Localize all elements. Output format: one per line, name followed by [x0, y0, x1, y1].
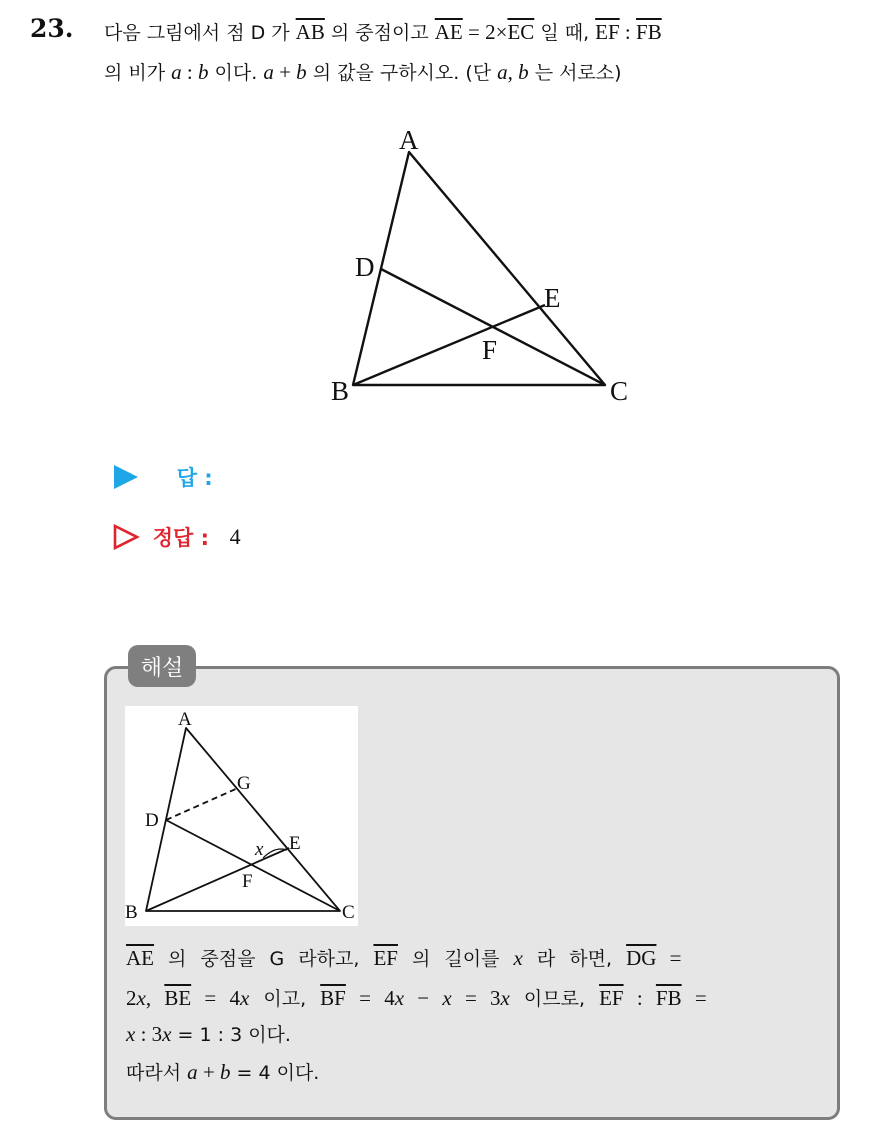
sol-label-d: D — [145, 810, 159, 831]
solution-line-4: 따라서 a + b = 4 이다. — [126, 1060, 320, 1084]
segment-ae: $\overline{AE}$ — [434, 20, 463, 44]
segment-ef: $\overline{EF}$ — [595, 20, 620, 44]
sol-label-a: A — [178, 709, 192, 730]
question-line-2: 의 비가 a : b 이다. a + b 의 값을 구하시오. (단 a, b 는 서로소) — [104, 60, 622, 84]
correct-answer-row — [112, 522, 241, 552]
solution-line-1: $\overline{AE}$ 의 중점을 G 라하고, $\overline{EF}$ 의 길이를 x 라 하면, $\overline{DG}$ = — [126, 946, 682, 970]
sol-label-e: E — [289, 833, 301, 854]
label-e: E — [544, 283, 561, 313]
label-b: B — [331, 376, 350, 406]
label-d: D — [355, 252, 375, 282]
sol-label-x: x — [255, 839, 264, 860]
main-triangle-figure — [320, 118, 640, 413]
label-c: C — [610, 376, 629, 406]
solution-tag: 해설 — [128, 645, 196, 687]
segment-ab: $\overline{AB}$ — [295, 20, 325, 44]
triangle-abc — [353, 152, 605, 385]
solution-line-3: x : 3x = 1 : 3 이다. — [126, 1022, 291, 1046]
answer-label: 답 : — [176, 466, 213, 490]
sol-label-g: G — [237, 773, 251, 794]
question-line-1: 다음 그림에서 점 D 가 $\overline{AB}$ 의 중점이고 $\overline{AE} = 2\times\overline{EC}$ 일 때, $\overline{EF}$ : $\overline{FB}$ — [104, 20, 662, 44]
segment-ec: $\overline{EC}$ — [507, 20, 535, 44]
problem-number: 23. — [30, 14, 74, 43]
label-a: A — [399, 125, 419, 155]
correct-answer-label: 정답 : — [152, 526, 209, 550]
solution-line-2: 2x, $\overline{BE} = 4x$ 이고, $\overline{BF} = 4x - x = 3x$ 이므로, $\overline{EF}$ : $\overline{FB}$ = — [126, 986, 707, 1010]
segment-fb: $\overline{FB}$ — [636, 20, 662, 44]
sol-label-c: C — [342, 902, 355, 923]
outline-arrow-icon — [112, 523, 140, 551]
sol-label-f: F — [242, 871, 253, 892]
correct-answer-value: 4 — [229, 524, 241, 549]
label-f: F — [482, 335, 498, 365]
segment-be — [353, 305, 545, 385]
solution-triangle-figure — [125, 706, 358, 926]
answer-prompt-row — [112, 462, 213, 492]
play-arrow-icon — [112, 463, 140, 491]
sol-label-b: B — [125, 902, 138, 923]
